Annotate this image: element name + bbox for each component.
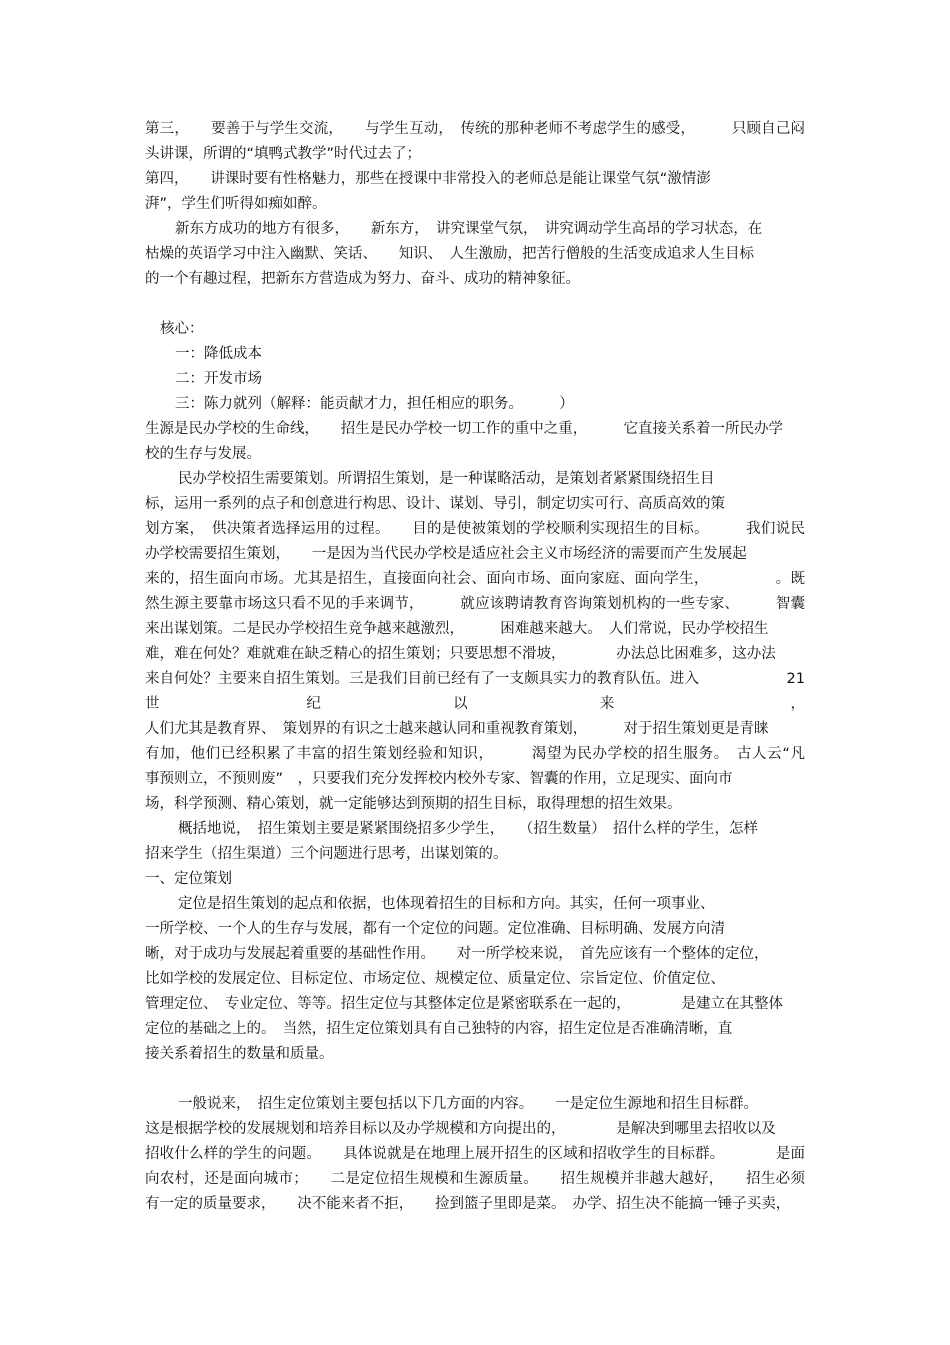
text-line: 校的生存与发展。 <box>145 446 261 462</box>
text-line: 一般说来， 招生定位策划主要包括以下几方面的内容。 一是定位生源地和招生目标群。 <box>178 1096 758 1112</box>
text-line: 招来学生（招生渠道）三个问题进行思考，出谋划策的。 <box>145 846 508 862</box>
text-line: 定位的基础之上的。 当然，招生定位策划具有自己独特的内容，招生定位是否准确清晰，直 <box>145 1021 733 1037</box>
text-line: 事预则立，不预则废” ，只要我们充分发挥校内校外专家、智囊的作用，立足现实、面向市 <box>145 771 733 787</box>
text-line: 接关系着招生的数量和质量。 <box>145 1046 334 1062</box>
text-line: 向农村，还是面向城市； 二是定位招生规模和生源质量。 招生规模并非越大越好， 招生必须 <box>145 1171 805 1187</box>
list-item: 一：降低成本 <box>175 346 262 362</box>
text-line: 生源是民办学校的生命线， 招生是民办学校一切工作的重中之重， 它直接关系着一所民办学 <box>145 421 783 437</box>
text-line: 概括地说， 招生策划主要是紧紧围绕招多少学生， （招生数量） 招什么样的学生，怎样 <box>178 821 758 837</box>
text-line: 这是根据学校的发展规划和培养目标以及办学规模和方向提出的， 是解决到哪里去招收以及 <box>145 1121 776 1137</box>
text-line: 人们尤其是教育界、 策划界的有识之士越来越认同和重视教育策划， 对于招生策划更是青睐 <box>145 721 769 737</box>
text-line: 办学校需要招生策划， 一是因为当代民办学校是适应社会主义市场经济的需要而产生发展起 <box>145 546 747 562</box>
list-item: 三：陈力就列（解释：能贡献才力，担任相应的职务。 ） <box>175 396 574 412</box>
text-line: 枯燥的英语学习中注入幽默、笑话、 知识、 人生激励，把苦行僧般的生活变成追求人生目标 <box>145 246 754 262</box>
text-line: 有加，他们已经积累了丰富的招生策划经验和知识， 渴望为民办学校的招生服务。 古人云“凡 <box>145 746 805 762</box>
text-line: 的一个有趣过程，把新东方营造成为努力、奋斗、成功的精神象征。 <box>145 271 580 287</box>
text-line: 晰，对于成功与发展起着重要的基础性作用。 对一所学校来说， 首先应该有一个整体的定位， <box>145 946 769 962</box>
text-line: 标，运用一系列的点子和创意进行构思、设计、谋划、导引，制定切实可行、高质高效的策 <box>145 496 725 512</box>
text-line: 管理定位、 专业定位、等等。招生定位与其整体定位是紧密联系在一起的， 是建立在其整体 <box>145 996 783 1012</box>
text-line: 第四， 讲课时要有性格魅力，那些在授课中非常投入的老师总是能让课堂气氛“激情澎 <box>145 171 711 187</box>
text-line: 然生源主要靠市场这只看不见的手来调节， 就应该聘请教育咨询策划机构的一些专家、 智囊 <box>145 596 805 612</box>
text-line: 来的，招生面向市场。尤其是招生，直接面向社会、面向市场、面向家庭、面向学生， 。既 <box>145 571 805 587</box>
text-line: 有一定的质量要求， 决不能来者不拒， 捡到篮子里即是菜。 办学、招生决不能搞一锤子买卖， <box>145 1196 791 1212</box>
text-line: 场，科学预测、精心策划，就一定能够达到预期的招生目标，取得理想的招生效果。 <box>145 796 682 812</box>
text-line: 划方案， 供决策者选择运用的过程。 目的是使被策划的学校顺利实现招生的目标。 我们说民 <box>145 521 805 537</box>
section-heading: 核心： <box>160 321 204 337</box>
text-line: 来出谋划策。二是民办学校招生竞争越来越激烈， 困难越来越大。 人们常说，民办学校招生 <box>145 621 769 637</box>
text-line: 第三， 要善于与学生交流， 与学生互动， 传统的那种老师不考虑学生的感受， 只顾自己闷 <box>145 121 805 137</box>
text-line: 民办学校招生需要策划。所谓招生策划，是一种谋略活动，是策划者紧紧围绕招生目 <box>178 471 715 487</box>
list-item: 二：开发市场 <box>175 371 262 387</box>
text-line: 招收什么样的学生的问题。 具体说就是在地理上展开招生的区域和招收学生的目标群。 是面 <box>145 1146 805 1162</box>
text-line: 一所学校、一个人的生存与发展，都有一个定位的问题。定位准确、目标明确、发展方向清 <box>145 921 725 937</box>
text-line: 来自何处？主要来自招生策划。三是我们目前已经有了一支颇具实力的教育队伍。进入 21 <box>145 671 805 687</box>
section-heading: 一、定位策划 <box>145 871 232 887</box>
text-line: 头讲课，所谓的“填鸭式教学”时代过去了； <box>145 146 422 162</box>
text-line: 定位是招生策划的起点和依据，也体现着招生的目标和方向。其实，任何一项事业、 <box>178 896 715 912</box>
text-line: 世 纪 以 来 ， <box>145 696 805 712</box>
text-line: 难，难在何处？难就难在缺乏精心的招生策划；只要思想不滑坡， 办法总比困难多，这办法 <box>145 646 776 662</box>
text-line: 新东方成功的地方有很多， 新东方， 讲究课堂气氛， 讲究调动学生高昂的学习状态，在 <box>175 221 763 237</box>
text-line: 湃”，学生们听得如痴如醉。 <box>145 196 327 212</box>
text-line: 比如学校的发展定位、目标定位、市场定位、规模定位、质量定位、宗旨定位、价值定位、 <box>145 971 725 987</box>
